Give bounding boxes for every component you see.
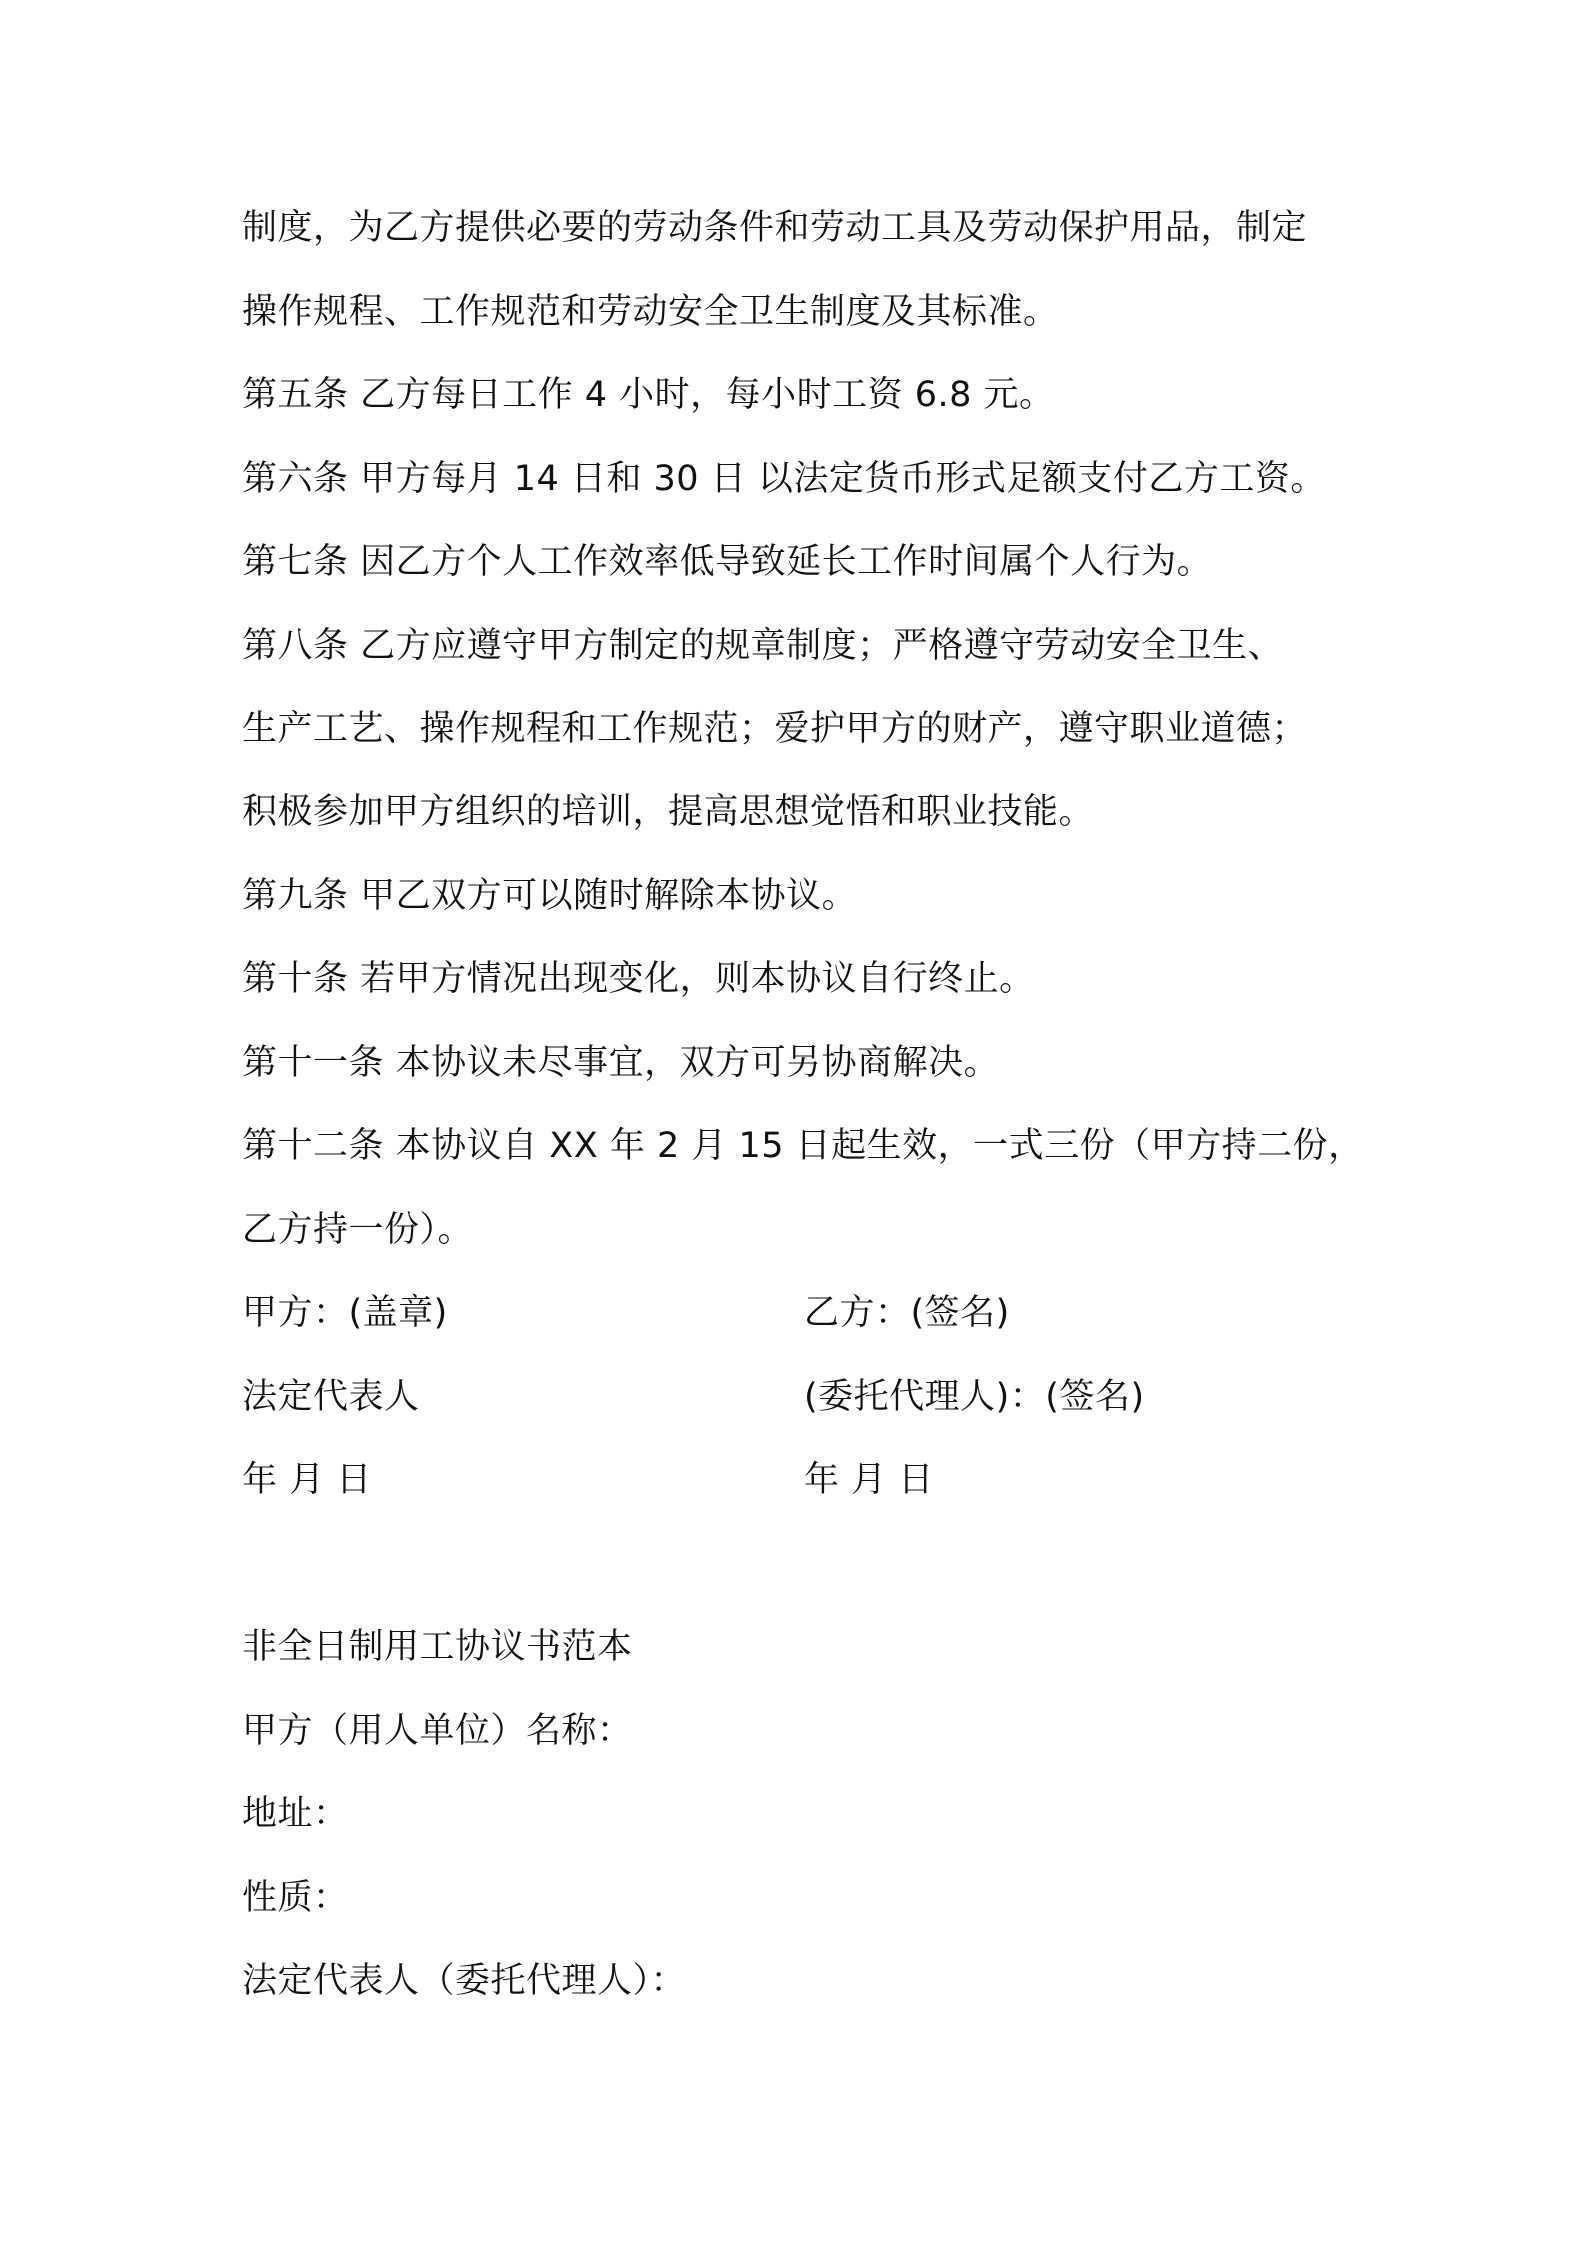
field-nature: 性质： bbox=[242, 1878, 349, 1918]
article-8-line-3: 积极参加甲方组织的培训，提高思想觉悟和职业技能。 bbox=[242, 792, 1095, 832]
article-8-line-2: 生产工艺、操作规程和工作规范；爱护甲方的财产，遵守职业道德； bbox=[242, 709, 1308, 749]
article-7: 第七条 因乙方个人工作效率低导致延长工作时间属个人行为。 bbox=[242, 542, 1213, 582]
article-5: 第五条 乙方每日工作 4 小时，每小时工资 6.8 元。 bbox=[242, 375, 1055, 415]
article-9: 第九条 甲乙双方可以随时解除本协议。 bbox=[242, 876, 858, 916]
template-title: 非全日制用工协议书范本 bbox=[242, 1627, 633, 1667]
article-10: 第十条 若甲方情况出现变化，则本协议自行终止。 bbox=[242, 959, 1035, 999]
party-a-seal: 甲方：(盖章) bbox=[242, 1293, 448, 1333]
article-11: 第十一条 本协议未尽事宜，双方可另协商解决。 bbox=[242, 1043, 1000, 1083]
article-12-line-2: 乙方持一份）。 bbox=[242, 1210, 474, 1250]
party-b-agent: (委托代理人)：(签名) bbox=[804, 1377, 1145, 1417]
party-b-signature: 乙方：(签名) bbox=[804, 1293, 1010, 1333]
party-a-representative: 法定代表人 bbox=[242, 1377, 420, 1417]
field-employer-name: 甲方（用人单位）名称： bbox=[242, 1711, 633, 1751]
party-a-date: 年 月 日 bbox=[242, 1460, 372, 1500]
party-b-date: 年 月 日 bbox=[804, 1460, 934, 1500]
paragraph-line: 制度，为乙方提供必要的劳动条件和劳动工具及劳动保护用品，制定 bbox=[242, 208, 1308, 248]
article-8: 第八条 乙方应遵守甲方制定的规章制度；严格遵守劳动安全卫生、 bbox=[242, 626, 1284, 666]
article-6: 第六条 甲方每月 14 日和 30 日 以法定货币形式足额支付乙方工资。 bbox=[242, 459, 1326, 499]
field-address: 地址： bbox=[242, 1794, 349, 1834]
article-12: 第十二条 本协议自 XX 年 2 月 15 日起生效，一式三份（甲方持二份， bbox=[242, 1126, 1364, 1166]
field-legal-representative: 法定代表人（委托代理人）： bbox=[242, 1961, 687, 2001]
paragraph-line: 操作规程、工作规范和劳动安全卫生制度及其标准。 bbox=[242, 292, 1059, 332]
